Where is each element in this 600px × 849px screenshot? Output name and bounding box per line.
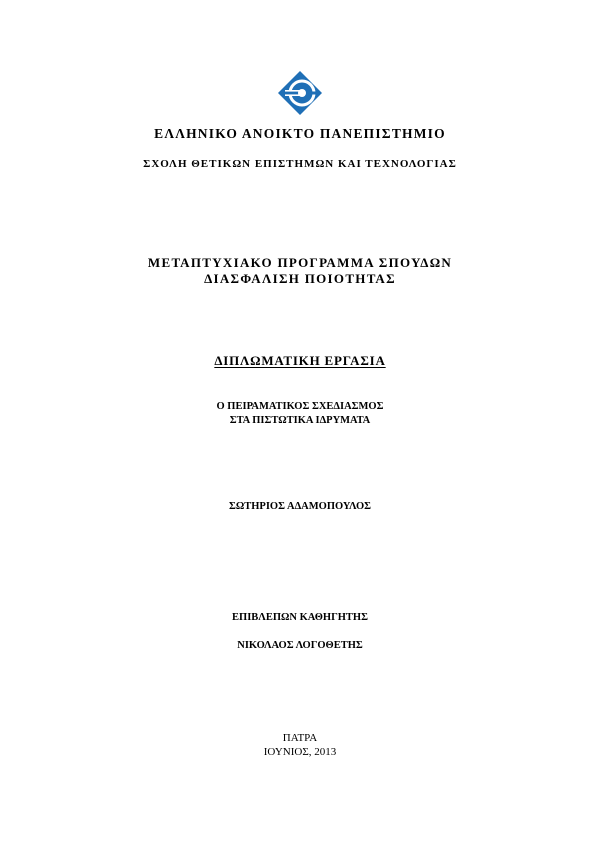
university-logo-icon (277, 70, 323, 116)
author-name: ΣΩΤΗΡΙΟΣ ΑΔΑΜΟΠΟΥΛΟΣ (228, 501, 372, 512)
supervisor-label: ΕΠΙΒΛΕΠΩΝ ΚΑΘΗΓΗΤΗΣ (232, 612, 368, 623)
city: ΠΑΤΡΑ (282, 732, 318, 744)
school-name: ΣΧΟΛΗ ΘΕΤΙΚΩΝ ΕΠΙΣΤΗΜΩΝ ΚΑΙ ΤΕΧΝΟΛΟΓΙΑΣ (143, 158, 457, 170)
university-name: ΕΛΛΗΝΙΚΟ ΑΝΟΙΚΤΟ ΠΑΝΕΠΙΣΤΗΜΙΟ (154, 126, 446, 141)
thesis-title-line-1: Ο ΠΕΙΡΑΜΑΤΙΚΟΣ ΣΧΕΔΙΑΣΜΟΣ (216, 401, 384, 412)
program-name: ΜΕΤΑΠΤΥΧΙΑΚΟ ΠΡΟΓΡΑΜΜΑ ΣΠΟΥΔΩΝ (147, 255, 453, 270)
program-specialization: ΔΙΑΣΦΑΛΙΣΗ ΠΟΙΟΤΗΤΑΣ (204, 271, 396, 286)
supervisor-name: ΝΙΚΟΛΑΟΣ ΛΟΓΟΘΕΤΗΣ (237, 640, 363, 651)
publication-date: ΙΟΥΝΙΟΣ, 2013 (263, 746, 337, 758)
thesis-title-line-2: ΣΤΑ ΠΙΣΤΩΤΙΚΑ ΙΔΡΥΜΑΤΑ (229, 415, 371, 426)
document-type: ΔΙΠΛΩΜΑΤΙΚΗ ΕΡΓΑΣΙΑ (214, 353, 386, 368)
